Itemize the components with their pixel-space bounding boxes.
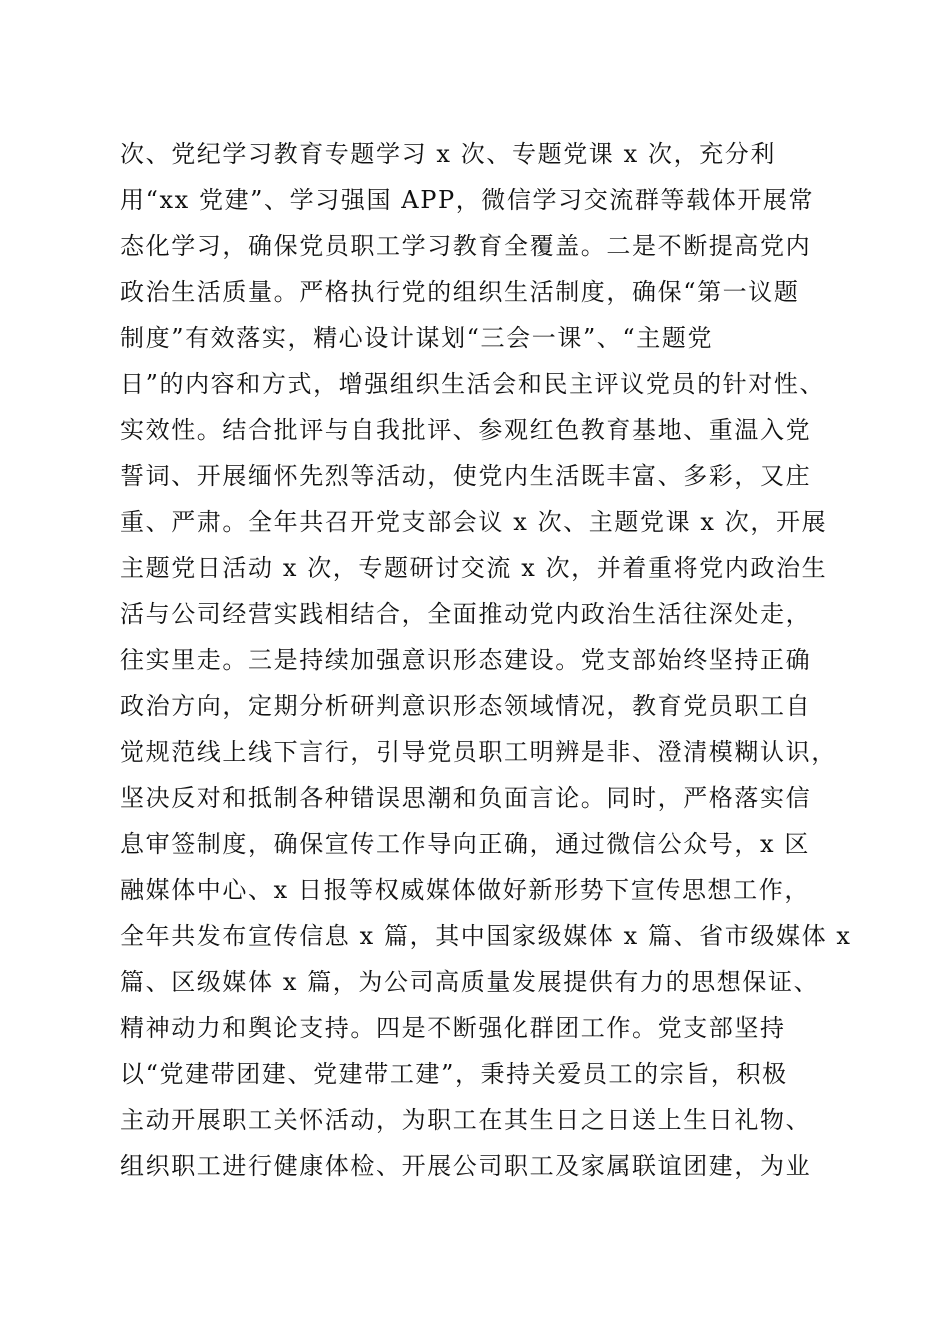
text-line: 主动开展职工关怀活动，为职工在其生日之日送上生日礼物、 [120, 1106, 812, 1134]
text-line: 篇、区级媒体 x 篇，为公司高质量发展提供有力的思想保证、 [120, 968, 820, 996]
text-line: 制度”有效落实，精心设计谋划“三会一课”、“主题党 [120, 324, 714, 352]
text-line: 觉规范线上线下言行，引导党员职工明辨是非、澄清模糊认识， [120, 738, 837, 766]
text-line: 活与公司经营实践相结合，全面推动党内政治生活往深处走， [120, 600, 812, 628]
text-line: 主题党日活动 x 次，专题研讨交流 x 次，并着重将党内政治生 [120, 554, 828, 582]
text-line: 政治生活质量。严格执行党的组织生活制度，确保“第一议题 [120, 278, 800, 306]
body-paragraph [120, 131, 852, 1189]
text-line: 用“xx 党建”、学习强国 APP，微信学习交流群等载体开展常 [120, 186, 815, 214]
text-line: 组织职工进行健康体检、开展公司职工及家属联谊团建，为业 [120, 1152, 812, 1180]
text-line: 融媒体中心、x 日报等权威媒体做好新形势下宣传思想工作， [120, 876, 810, 904]
text-line: 全年共发布宣传信息 x 篇，其中国家级媒体 x 篇、省市级媒体 x [120, 922, 852, 950]
text-line: 次、党纪学习教育专题学习 x 次、专题党课 x 次，充分利 [120, 140, 776, 168]
text-line: 以“党建带团建、党建带工建”，秉持关爱员工的宗旨，积极 [120, 1060, 788, 1088]
text-line: 往实里走。三是持续加强意识形态建设。党支部始终坚持正确 [120, 646, 812, 674]
text-line: 重、严肃。全年共召开党支部会议 x 次、主题党课 x 次，开展 [120, 508, 828, 536]
text-line: 誓词、开展缅怀先烈等活动，使党内生活既丰富、多彩，又庄 [120, 462, 812, 490]
text-line: 息审签制度，确保宣传工作导向正确，通过微信公众号，x 区 [120, 830, 810, 858]
text-line: 精神动力和舆论支持。四是不断强化群团工作。党支部坚持 [120, 1014, 786, 1042]
text-line: 实效性。结合批评与自我批评、参观红色教育基地、重温入党 [120, 416, 812, 444]
text-line: 态化学习，确保党员职工学习教育全覆盖。二是不断提高党内 [120, 232, 812, 260]
text-line: 政治方向，定期分析研判意识形态领域情况，教育党员职工自 [120, 692, 812, 720]
text-line: 日”的内容和方式，增强组织生活会和民主评议党员的针对性、 [120, 370, 826, 398]
text-line: 坚决反对和抵制各种错误思潮和负面言论。同时，严格落实信 [120, 784, 812, 812]
